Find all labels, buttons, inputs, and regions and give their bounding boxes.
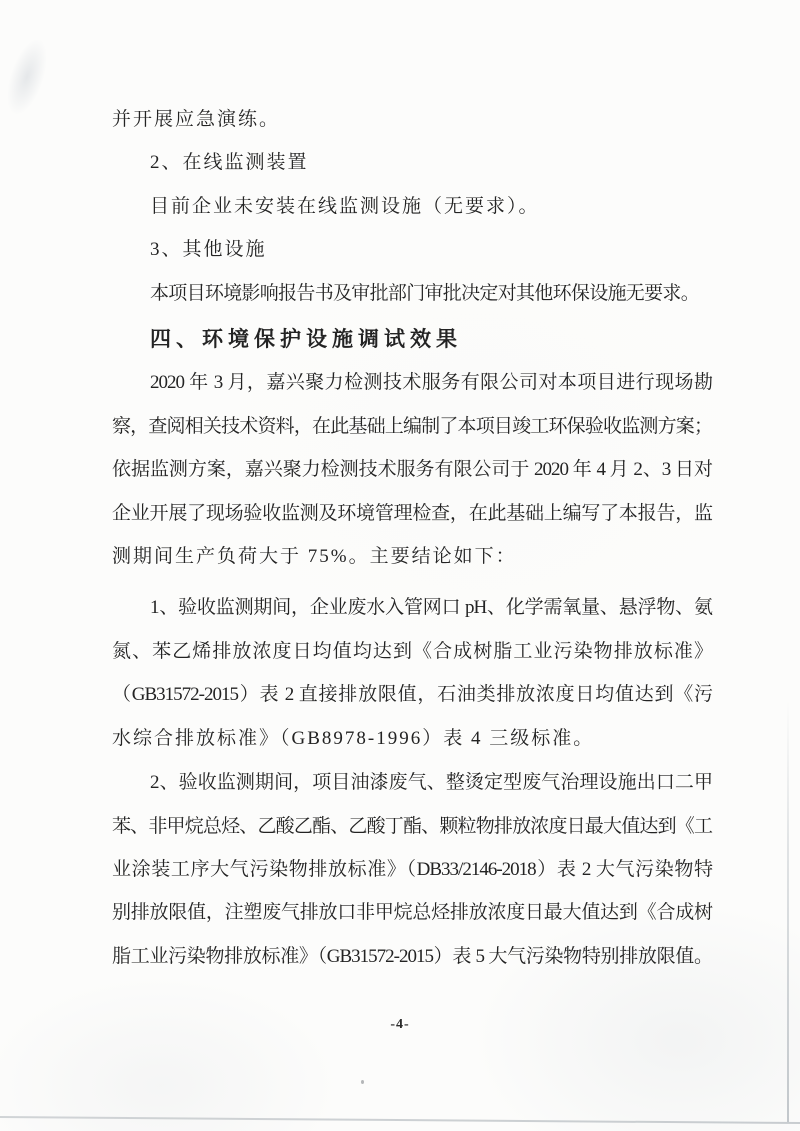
text-line-10: 企业开展了现场验收监测及环境管理检查，在此基础上编写了本报告，监 xyxy=(112,502,712,524)
text-line-7: 2020 年 3 月，嘉兴聚力检测技术服务有限公司对本项目进行现场勘 xyxy=(150,372,712,394)
text-line-1: 并开展应急演练。 xyxy=(112,109,281,130)
text-line-15: 水综合排放标准》（GB8978-1996）表 4 三级标准。 xyxy=(112,727,595,749)
text-line-9: 依据监测方案，嘉兴聚力检测技术服务有限公司于 2020 年 4 月 2、3 日对 xyxy=(112,459,712,481)
text-line-14: （GB31572-2015）表 2 直接排放限值，石油类排放浓度日均值达到《污 xyxy=(112,684,712,706)
scan-smudge-artifact xyxy=(0,18,66,137)
section-heading: 四、环境保护设施调试效果 xyxy=(150,327,462,352)
page-number: -4- xyxy=(390,1017,410,1032)
text-line-13: 氮、苯乙烯排放浓度日均值均达到《合成树脂工业污染物排放标准》 xyxy=(112,640,712,662)
scan-page-edge-right xyxy=(787,700,789,1122)
text-line-5: 本项目环境影响报告书及审批部门审批决定对其他环保设施无要求。 xyxy=(150,282,700,304)
list-item-online-monitoring: 2、在线监测装置 xyxy=(150,152,309,174)
text-line-8: 察，查阅相关技术资料，在此基础上编制了本项目竣工环保验收监测方案； xyxy=(112,415,712,437)
text-line-20: 脂工业污染物排放标准》（GB31572-2015）表 5 大气污染物特别排放限值。 xyxy=(112,945,712,967)
conclusion-item-1: 1、验收监测期间，企业废水入管网口 pH、化学需氧量、悬浮物、氨 xyxy=(150,597,712,619)
text-line-11: 测期间生产负荷大于 75%。主要结论如下： xyxy=(112,546,517,568)
list-item-other-facilities: 3、其他设施 xyxy=(150,239,267,261)
conclusion-item-2: 2、验收监测期间，项目油漆废气、整烫定型废气治理设施出口二甲 xyxy=(150,772,712,794)
scan-page-edge-bottom xyxy=(0,1116,800,1124)
text-line-17: 苯、非甲烷总烃、乙酸乙酯、乙酸丁酯、颗粒物排放浓度日最大值达到《工 xyxy=(112,815,712,837)
text-line-18: 业涂装工序大气污染物排放标准》（DB33/2146-2018）表 2 大气污染物特 xyxy=(112,858,712,880)
scan-speck-artifact xyxy=(361,1080,364,1084)
document-text-column xyxy=(112,98,712,978)
text-line-19: 别排放限值，注塑废气排放口非甲烷总烃排放浓度日最大值达到《合成树 xyxy=(112,902,712,924)
text-line-3: 目前企业未安装在线监测设施（无要求）。 xyxy=(150,195,540,217)
